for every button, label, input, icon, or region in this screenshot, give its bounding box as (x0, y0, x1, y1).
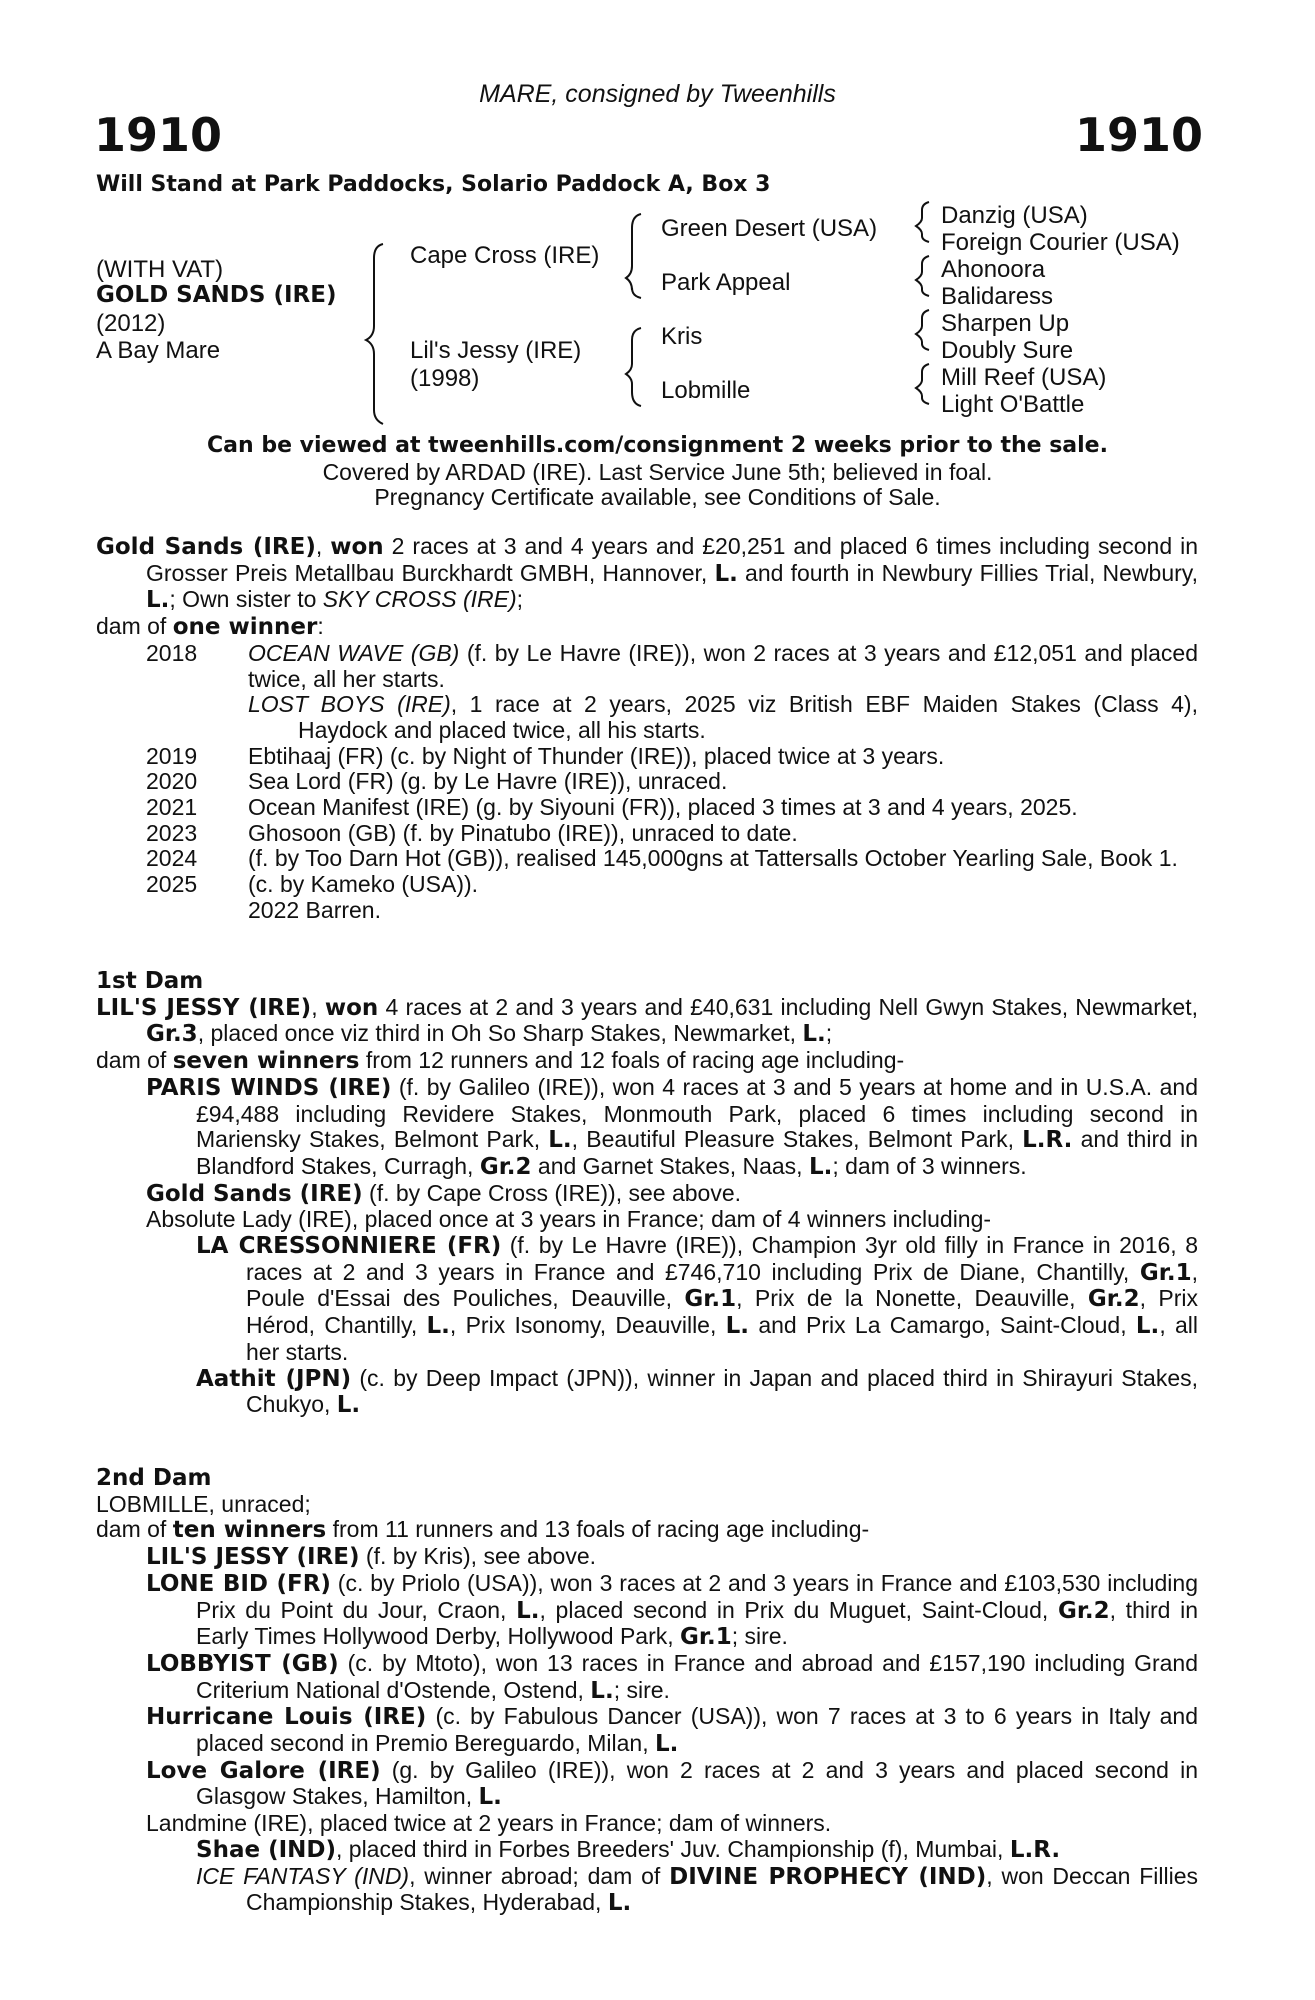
mare-dam-of: dam of one winner: (96, 613, 324, 641)
bracket-dam (626, 328, 641, 406)
lobbyist: LOBBYIST (GB) (c. by Mtoto), won 13 races in France and abroad and £157,190 including Grand Criterium National d'Ostende, Ostend, L.; sire. (146, 1649, 1198, 1704)
lils-jessy-entry: LIL'S JESSY (IRE) (f. by Kris), see above. (146, 1543, 596, 1571)
dam-name: Lil's Jessy (IRE) (410, 337, 582, 364)
la-cressonniere: LA CRESSONNIERE (FR) (f. by Le Havre (IRE)), Champion 3yr old filly in France in 2016, 8 races at 2 and 3 years in France and £746,710 including Prix de Diane, Chantilly, Gr.1, Poule d'Essai des Pouliches, Deauville, Gr.1, Prix de la Nonette, Deauville, Gr.2, Prix Hérod, Chantilly, L., Prix Isonomy, Deauville, L. and Prix La Camargo, Saint-Cloud, L., all her starts. (196, 1232, 1198, 1365)
absolute-lady: Absolute Lady (IRE), placed once at 3 years in France; dam of 4 winners including- (146, 1206, 992, 1233)
gen3-ddd: Light O'Battle (941, 391, 1085, 418)
viewing-notice: Can be viewed at tweenhills.com/consignment 2 weeks prior to the sale. (207, 433, 1108, 458)
progeny-2021: 2021 Ocean Manifest (IRE) (g. by Siyouni (FR)), placed 3 times at 3 and 4 years, 2025. (146, 794, 1078, 821)
vat-label: (WITH VAT) (96, 256, 224, 283)
horse-name: GOLD SANDS (IRE) (96, 282, 337, 308)
gen3-ssd: Foreign Courier (USA) (941, 229, 1180, 256)
gen3-dds: Mill Reef (USA) (941, 364, 1107, 391)
hurricane-louis: Hurricane Louis (IRE) (c. by Fabulous Dancer (USA)), won 7 races at 3 to 6 years in Italy and placed second in Premio Bereguardo, Milan, L. (146, 1703, 1199, 1758)
lot-number-left: 1910 (94, 108, 223, 162)
second-dam-line: LOBMILLE, unraced; (96, 1490, 311, 1517)
first-dam-heading: 1st Dam (96, 968, 204, 994)
progeny-2019: 2019 Ebtihaaj (FR) (c. by Night of Thunder (IRE)), placed twice at 3 years. (146, 742, 945, 769)
progeny-2018: 2018 OCEAN WAVE (GB) (f. by Le Havre (IRE)), won 2 races at 3 years and £12,051 and placed twice, all her starts. (146, 639, 1198, 692)
gen3-sdd: Balidaress (941, 283, 1054, 310)
bracket-sire (626, 214, 641, 298)
mare-summary: Gold Sands (IRE), won 2 races at 3 and 4 years and £20,251 and placed 6 times including second in Grosser Preis Metallbau Burckhardt GMBH, Hannover, L. and fourth in Newbury Fillies Trial, Newbury, L.; Own sister to SKY CROSS (IRE); (96, 533, 1198, 614)
progeny-lost-boys: LOST BOYS (IRE), 1 race at 2 years, 2025 viz British EBF Maiden Stakes (Class 4), Haydock and placed twice, all his starts. (248, 691, 1198, 743)
horse-year: (2012) (96, 310, 166, 337)
consignment-subtitle: MARE, consigned by Tweenhills (479, 80, 836, 108)
love-galore: Love Galore (IRE) (g. by Galileo (IRE)), won 2 races at 2 and 3 years and placed second in Glasgow Stakes, Hamilton, L. (146, 1756, 1198, 1811)
sire-dam: Park Appeal (661, 269, 791, 296)
aathit: Aathit (JPN) (c. by Deep Impact (JPN)), winner in Japan and placed third in Shirayuri Stakes, Chukyo, L. (196, 1364, 1199, 1419)
sire-name: Cape Cross (IRE) (410, 242, 600, 269)
progeny-2023: 2023 Ghosoon (GB) (f. by Pinatubo (IRE)), unraced to date. (146, 819, 798, 846)
gen3-sss: Danzig (USA) (941, 202, 1088, 229)
bracket-main (366, 244, 383, 424)
horse-description: A Bay Mare (96, 337, 221, 364)
ice-fantasy: ICE FANTASY (IND), winner abroad; dam of DIVINE PROPHECY (IND), won Deccan Fillies Championship Stakes, Hyderabad, L. (196, 1862, 1198, 1917)
gold-sands-entry: Gold Sands (IRE) (f. by Cape Cross (IRE)), see above. (146, 1179, 742, 1207)
pregnancy-notice: Pregnancy Certificate available, see Conditions of Sale. (374, 484, 941, 510)
landmine: Landmine (IRE), placed twice at 2 years in France; dam of winners. (146, 1810, 832, 1837)
second-dam-section (96, 1466, 1198, 1917)
paris-winds: PARIS WINDS (IRE) (f. by Galileo (IRE)), won 4 races at 3 and 5 years at home and in U.S.A. and £94,488 including Revidere Stakes, Monmouth Park, placed 6 times including second in Mariensky Stakes, Belmont Park, L., Beautiful Pleasure Stakes, Belmont Park, L.R. and third in Blandford Stakes, Curragh, Gr.2 and Garnet Stakes, Naas, L.; dam of 3 winners. (146, 1073, 1198, 1180)
covered-notice: Covered by ARDAD (IRE). Last Service June 5th; believed in foal. (322, 459, 993, 485)
bracket-dd (916, 364, 929, 404)
gen3-dsd: Doubly Sure (941, 337, 1074, 364)
progeny-barren: 2022 Barren. (248, 896, 381, 923)
lone-bid: LONE BID (FR) (c. by Priolo (USA)), won 3 races at 2 and 3 years in France and £103,530 including Prix du Point du Jour, Craon, L., placed second in Prix du Muguet, Saint-Cloud, Gr.2, third in Early Times Hollywood Derby, Hollywood Park, Gr.1; sire. (146, 1569, 1198, 1651)
second-dam-dam-of: dam of ten winners from 11 runners and 13 foals of racing age including- (96, 1516, 870, 1544)
mare-section (96, 534, 1198, 924)
progeny-2020: 2020 Sea Lord (FR) (g. by Le Havre (IRE)), unraced. (146, 768, 728, 795)
gen3-dss: Sharpen Up (941, 310, 1070, 337)
dam-sire: Kris (661, 323, 703, 350)
bracket-sd (916, 256, 929, 296)
bracket-ds (916, 310, 929, 350)
sire-sire: Green Desert (USA) (661, 215, 878, 242)
pedigree-brackets (0, 0, 1315, 430)
bracket-ss (916, 202, 929, 242)
first-dam-summary: LIL'S JESSY (IRE), won 4 races at 2 and 3 years and £40,631 including Nell Gwyn Stakes, Newmarket, Gr.3, placed once viz third in Oh So Sharp Stakes, Newmarket, L.; (96, 993, 1199, 1048)
progeny-2024: 2024 (f. by Too Darn Hot (GB)), realised 145,000gns at Tattersalls October Yearling Sale, Book 1. (146, 845, 1178, 872)
second-dam-heading: 2nd Dam (96, 1465, 212, 1491)
shae: Shae (IND), placed third in Forbes Breeders' Juv. Championship (f), Mumbai, L.R. (196, 1835, 1061, 1863)
progeny-2025: 2025 (c. by Kameko (USA)). (146, 871, 479, 898)
dam-dam: Lobmille (661, 377, 751, 404)
first-dam-dam-of: dam of seven winners from 12 runners and 12 foals of racing age including- (96, 1047, 905, 1075)
lot-number-right: 1910 (1074, 108, 1203, 162)
dam-year: (1998) (410, 365, 480, 392)
gen3-sds: Ahonoora (941, 256, 1046, 283)
stand-location: Will Stand at Park Paddocks, Solario Paddock A, Box 3 (96, 172, 771, 197)
first-dam-section (96, 969, 1198, 1419)
